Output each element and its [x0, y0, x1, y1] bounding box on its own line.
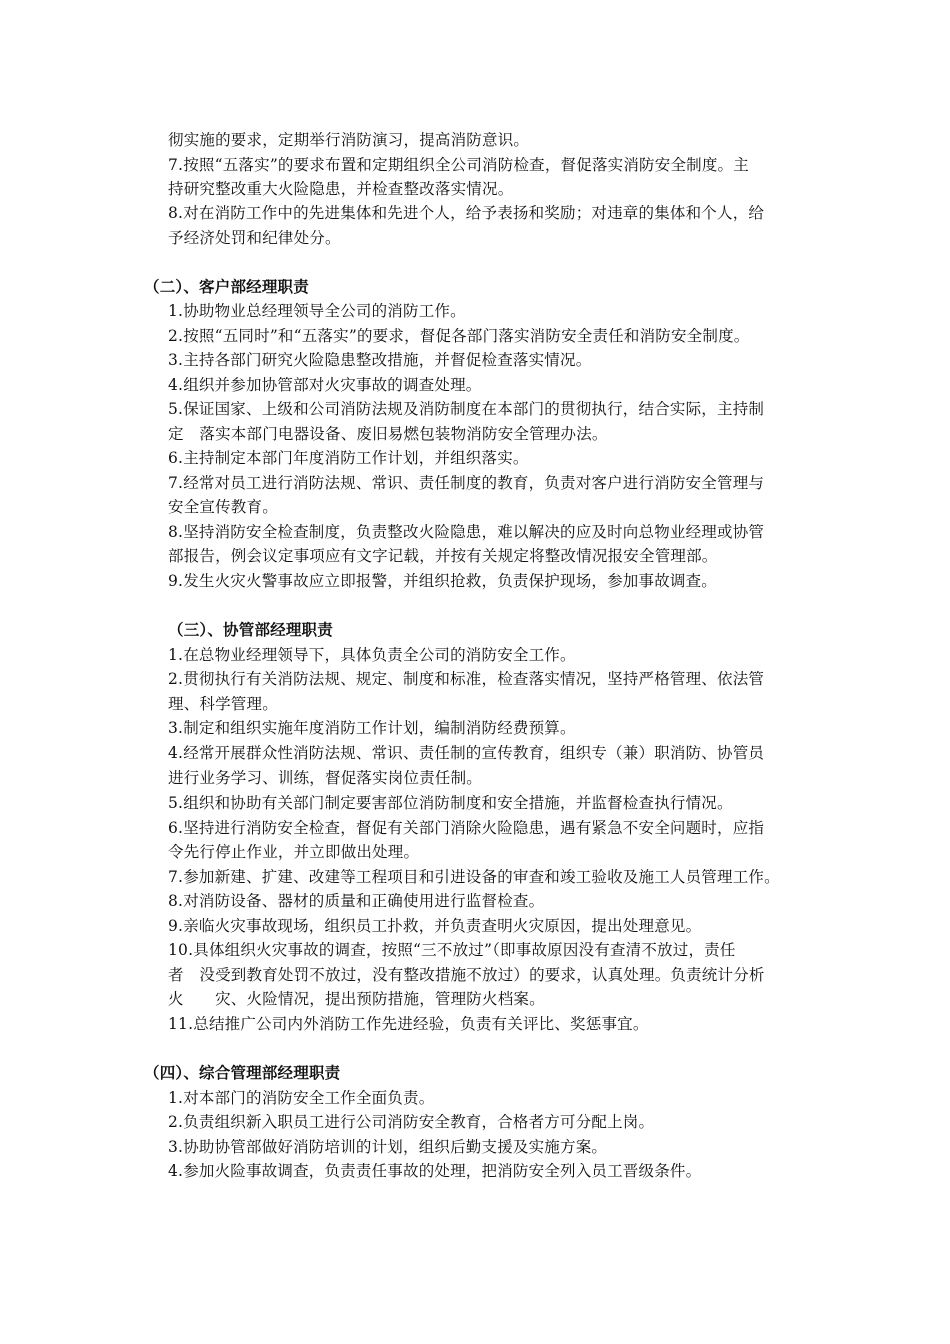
paragraph-line: 7.经常对员工进行消防法规、常识、责任制度的教育，负责对客户进行消防安全管理与 [168, 474, 765, 492]
paragraph-line: 6.坚持进行消防安全检查，督促有关部门消除火险隐患，遇有紧急不安全问题时，应指 [168, 819, 765, 837]
paragraph-line: 者 没受到教育处罚不放过，没有整改措施不放过）的要求，认真处理。负责统计分析 [168, 966, 765, 984]
paragraph-line: 10.具体组织火灾事故的调查，按照“三不放过”（即事故原因没有查清不放过，责任 [168, 941, 736, 959]
section-heading: （二）、客户部经理职责 [144, 278, 309, 296]
paragraph-line: 1.协助物业总经理领导全公司的消防工作。 [168, 302, 466, 320]
paragraph-line: 2.负责组织新入职员工进行公司消防安全教育，合格者方可分配上岗。 [168, 1113, 655, 1131]
paragraph-line: 火 灾、火险情况，提出预防措施，管理防火档案。 [168, 990, 545, 1008]
section-heading: （三）、协管部经理职责 [168, 621, 333, 639]
section-heading: （四）、综合管理部经理职责 [144, 1064, 341, 1082]
paragraph-line: 安全宣传教育。 [168, 498, 278, 516]
paragraph-line: 进行业务学习、训练，督促落实岗位责任制。 [168, 769, 483, 787]
paragraph-line: 2.贯彻执行有关消防法规、规定、制度和标准，检查落实情况，坚持严格管理、依法管 [168, 670, 765, 688]
paragraph-line: 6.主持制定本部门年度消防工作计划，并组织落实。 [168, 449, 529, 467]
paragraph-line: 5.保证国家、上级和公司消防法规及消防制度在本部门的贯彻执行，结合实际，主持制 [168, 400, 765, 418]
paragraph-line: 持研究整改重大火险隐患，并检查整改落实情况。 [168, 180, 514, 198]
paragraph-line: 4.组织并参加协管部对火灾事故的调查处理。 [168, 376, 482, 394]
paragraph-line: 部报告，例会议定事项应有文字记载，并按有关规定将整改情况报安全管理部。 [168, 547, 718, 565]
paragraph-line: 11.总结推广公司内外消防工作先进经验，负责有关评比、奖惩事宜。 [168, 1015, 649, 1033]
paragraph-line: 2.按照“五同时”和“五落实”的要求，督促各部门落实消防安全责任和消防安全制度。 [168, 327, 750, 345]
paragraph-line: 令先行停止作业，并立即做出处理。 [168, 843, 420, 861]
paragraph-line: 彻实施的要求，定期举行消防演习，提高消防意识。 [168, 131, 530, 149]
paragraph-line: 1.对本部门的消防安全工作全面负责。 [168, 1089, 435, 1107]
paragraph-line: 9.亲临火灾事故现场，组织员工扑救，并负责查明火灾原因，提出处理意见。 [168, 917, 702, 935]
paragraph-line: 8.对消防设备、器材的质量和正确使用进行监督检查。 [168, 892, 545, 910]
paragraph-line: 4.经常开展群众性消防法规、常识、责任制的宣传教育，组织专（兼）职消防、协管员 [168, 744, 765, 762]
paragraph-line: 4.参加火险事故调查，负责责任事故的处理，把消防安全列入员工晋级条件。 [168, 1162, 702, 1180]
paragraph-line: 5.组织和协助有关部门制定要害部位消防制度和安全措施，并监督检查执行情况。 [168, 794, 733, 812]
paragraph-line: 7.按照“五落实”的要求布置和定期组织全公司消防检查，督促落实消防安全制度。主 [168, 156, 749, 174]
paragraph-line: 9.发生火灾火警事故应立即报警，并组织抢救，负责保护现场，参加事故调查。 [168, 572, 717, 590]
paragraph-line: 3.协助协管部做好消防培训的计划，组织后勤支援及实施方案。 [168, 1138, 608, 1156]
paragraph-line: 3.制定和组织实施年度消防工作计划，编制消防经费预算。 [168, 719, 576, 737]
paragraph-line: 定 落实本部门电器设备、废旧易燃包装物消防安全管理办法。 [168, 425, 608, 443]
paragraph-line: 8.坚持消防安全检查制度，负责整改火险隐患，难以解决的应及时向总物业经理或协管 [168, 523, 765, 541]
paragraph-line: 7.参加新建、扩建、改建等工程项目和引进设备的审查和竣工验收及施工人员管理工作。 [168, 868, 780, 886]
paragraph-line: 1.在总物业经理领导下，具体负责全公司的消防安全工作。 [168, 646, 576, 664]
paragraph-line: 理、科学管理。 [168, 695, 278, 713]
paragraph-line: 8.对在消防工作中的先进集体和先进个人，给予表扬和奖励；对违章的集体和个人，给 [168, 204, 765, 222]
paragraph-line: 予经济处罚和纪律处分。 [168, 229, 341, 247]
paragraph-line: 3.主持各部门研究火险隐患整改措施，并督促检查落实情况。 [168, 351, 592, 369]
